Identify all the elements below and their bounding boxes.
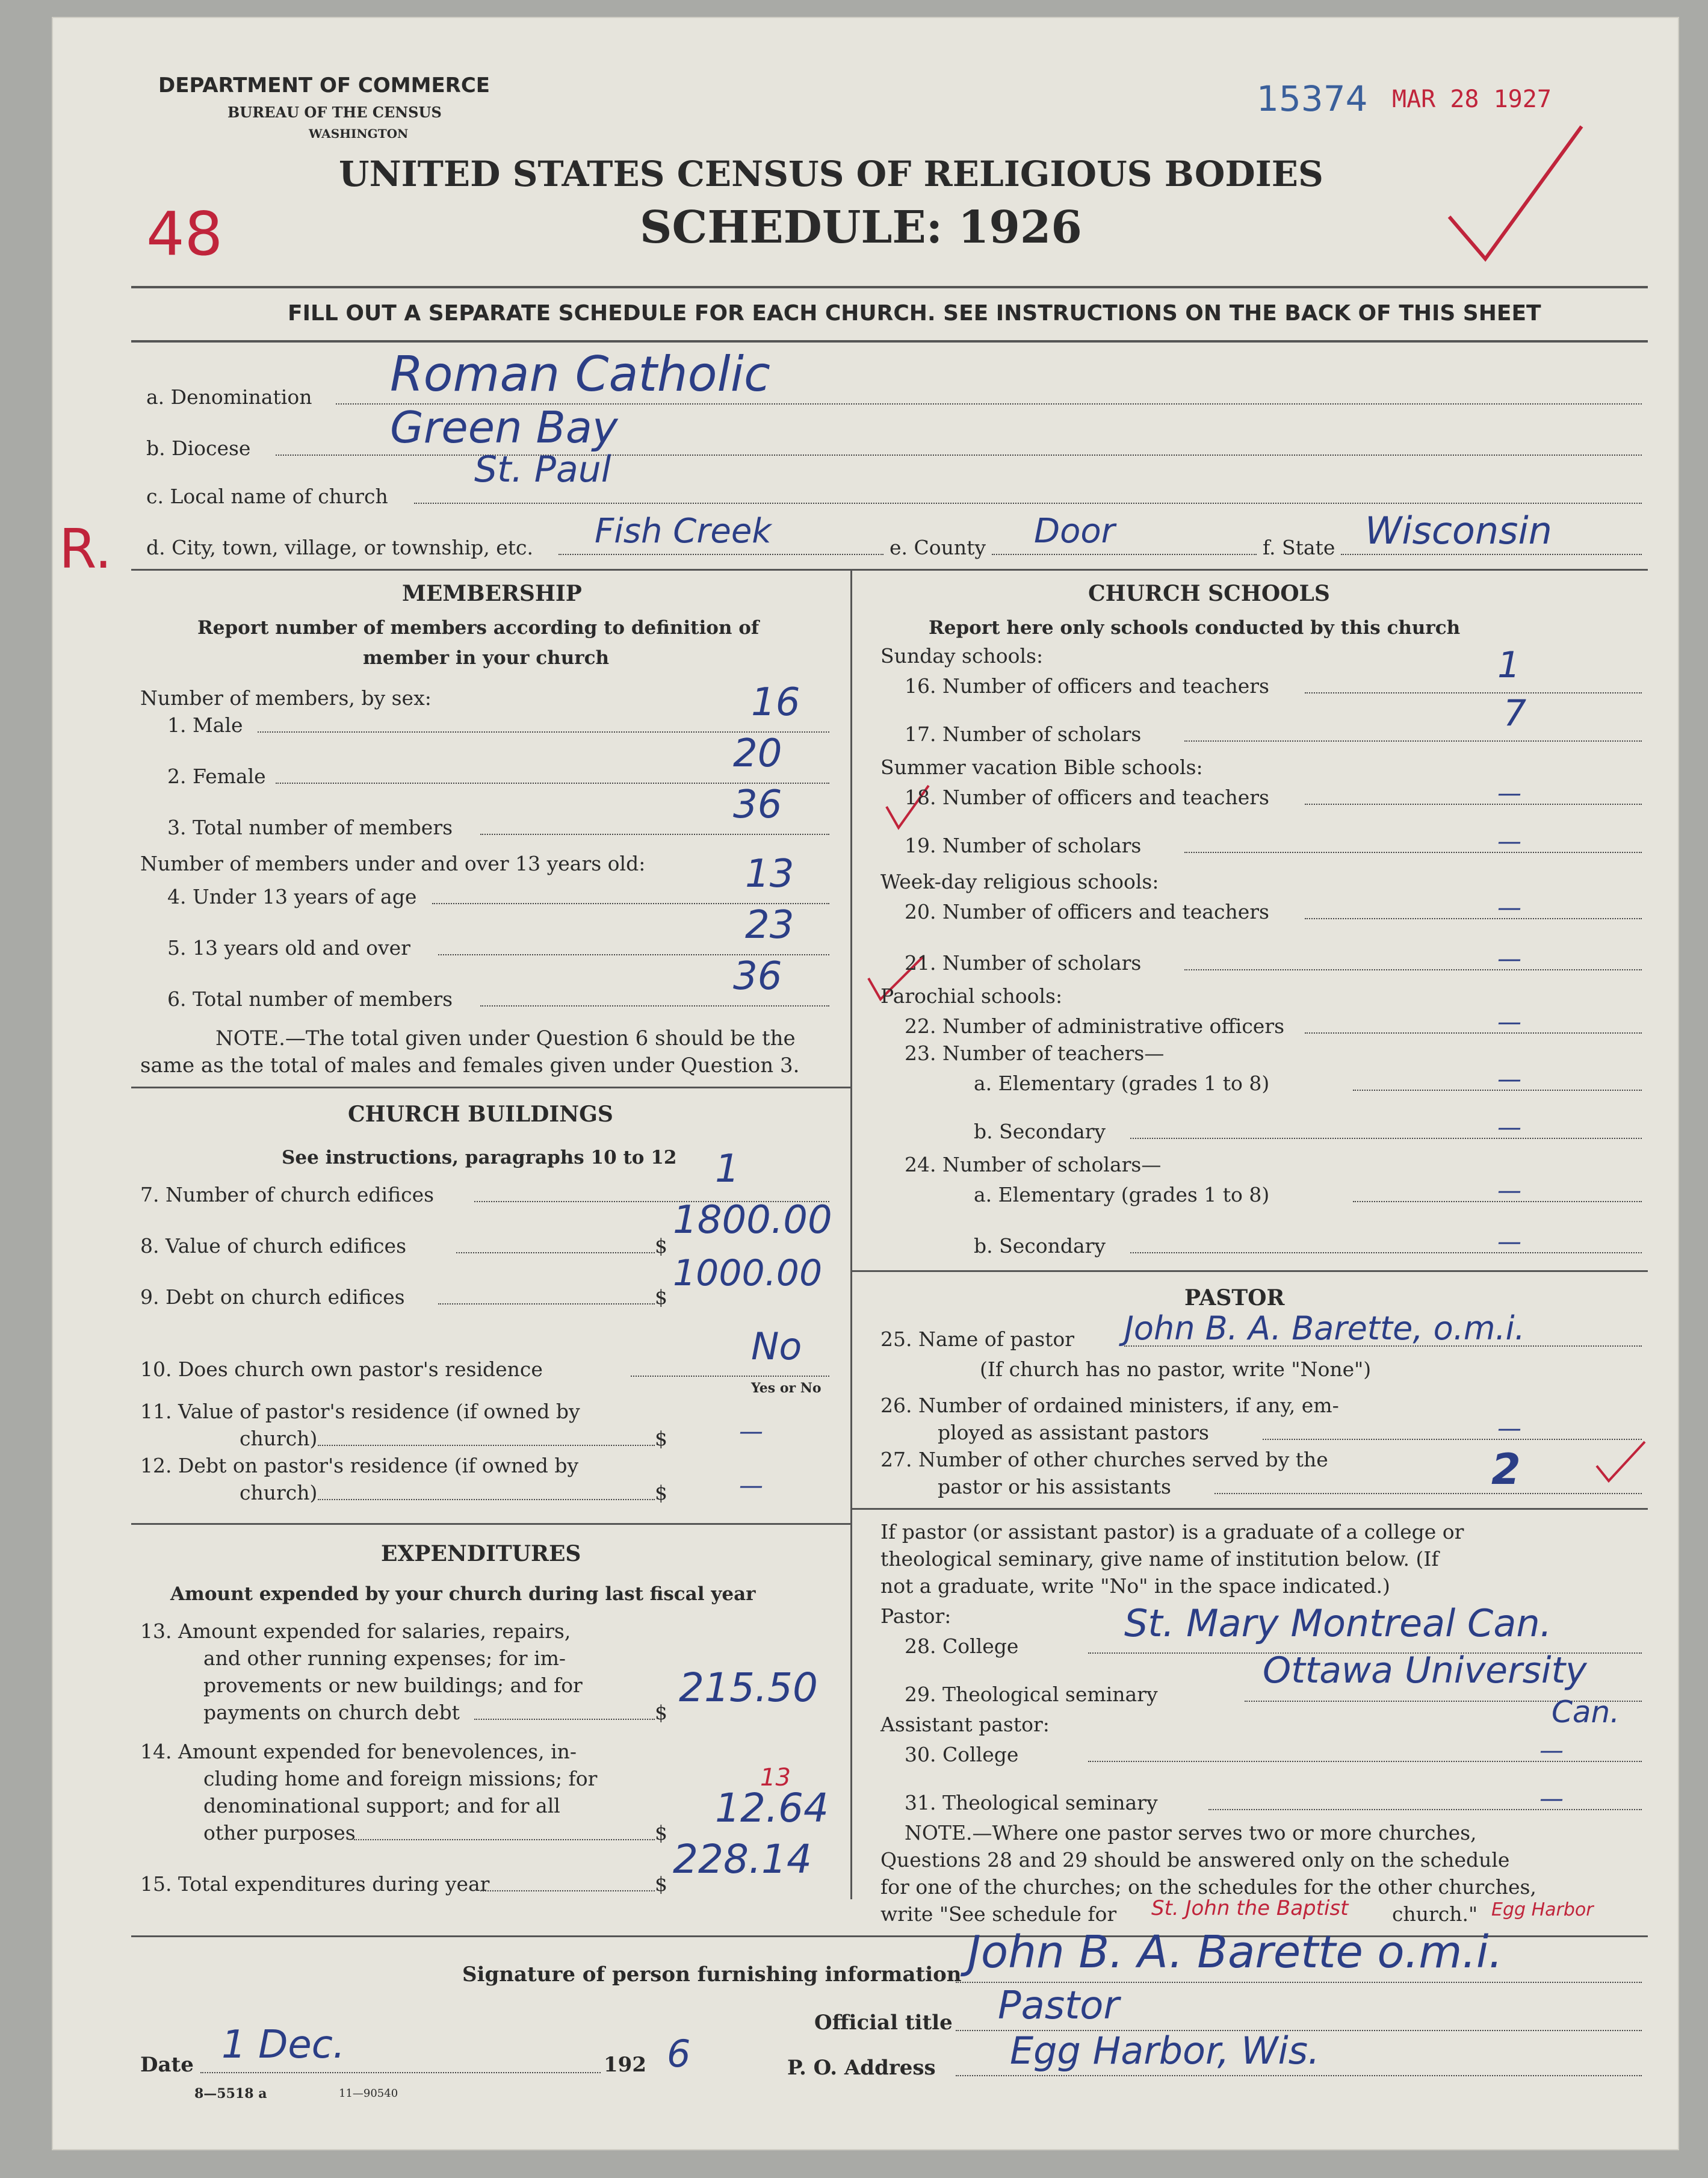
expenditures-sub: Amount expended by your church during last fiscal year — [170, 1583, 756, 1605]
pastor-note2: Questions 28 and 29 should be answered only on the schedule — [880, 1848, 1510, 1872]
q26-label-a: 26. Number of ordained ministers, if any, em- — [880, 1394, 1339, 1417]
q9-value[interactable]: 1000.00 — [673, 1252, 823, 1294]
q10-line — [631, 1376, 829, 1377]
q14-label-c: denominational support; and for all — [203, 1794, 560, 1817]
q6-value[interactable]: 36 — [733, 954, 782, 999]
q15-dollar: $ — [655, 1872, 667, 1896]
q21-value[interactable]: — — [1497, 945, 1521, 973]
column-divider — [850, 569, 852, 1899]
q6-label: 6. Total number of members — [167, 987, 453, 1011]
q20-value[interactable]: — — [1497, 894, 1521, 922]
city-line — [559, 554, 883, 555]
q27-line — [1214, 1493, 1642, 1494]
membership-heading: MEMBERSHIP — [402, 581, 582, 606]
q16-label: 16. Number of officers and teachers — [905, 674, 1269, 698]
county-label: e. County — [890, 536, 986, 559]
state-line — [1341, 554, 1642, 555]
q23b-line — [1130, 1138, 1642, 1139]
signature-value[interactable]: John B. A. Barette o.m.i. — [968, 1926, 1503, 1978]
q15-value[interactable]: 228.14 — [673, 1836, 812, 1882]
q2-value[interactable]: 20 — [733, 731, 782, 776]
q26-value[interactable]: — — [1497, 1415, 1521, 1442]
pastor-note4b: church." — [1392, 1902, 1478, 1926]
state-value[interactable]: Wisconsin — [1365, 509, 1552, 553]
q22-value[interactable]: — — [1497, 1008, 1521, 1036]
q24-label: 24. Number of scholars— — [905, 1153, 1162, 1176]
members-by-age: Number of members under and over 13 years old: — [140, 852, 646, 875]
pastor-sub-label: Pastor: — [880, 1604, 951, 1628]
q12-label-b: church) — [240, 1481, 318, 1504]
rule-buildings — [131, 1087, 850, 1088]
q16-line — [1305, 692, 1642, 693]
census-form-sheet — [53, 18, 1678, 2149]
date-line — [200, 2072, 601, 2073]
church-name-line — [414, 503, 1642, 504]
rule-expenditures — [131, 1523, 850, 1525]
q12-value[interactable]: — — [739, 1472, 763, 1500]
q13-line — [474, 1719, 655, 1720]
q11-value[interactable]: — — [739, 1418, 763, 1445]
assistant-sub-label: Assistant pastor: — [880, 1713, 1050, 1736]
q29-label: 29. Theological seminary — [905, 1683, 1158, 1706]
q11-label-a: 11. Value of pastor's residence (if owned by — [140, 1400, 580, 1423]
graduate-note3: not a graduate, write "No" in the space indicated.) — [880, 1574, 1390, 1598]
q3-value[interactable]: 36 — [733, 783, 782, 827]
q19-label: 19. Number of scholars — [905, 834, 1142, 857]
q11-line — [318, 1445, 655, 1446]
q11-dollar: $ — [655, 1427, 667, 1450]
q14-label-b: cluding home and foreign missions; for — [203, 1767, 598, 1790]
church-name-label: c. Local name of church — [146, 485, 388, 508]
q22-line — [1305, 1032, 1642, 1034]
signature-line — [956, 1982, 1642, 1983]
q25-note: (If church has no pastor, write "None") — [980, 1357, 1372, 1381]
q24b-value[interactable]: — — [1497, 1228, 1521, 1256]
q26-line — [1263, 1439, 1642, 1440]
po-address-line — [956, 2075, 1642, 2076]
q7-value[interactable]: 1 — [715, 1147, 740, 1191]
dept-name: DEPARTMENT OF COMMERCE — [158, 73, 490, 98]
date-value[interactable]: 1 Dec. — [221, 2023, 345, 2067]
q3-line — [480, 834, 829, 835]
q17-value[interactable]: 7 — [1503, 692, 1527, 734]
q5-label: 5. 13 years old and over — [167, 936, 410, 960]
q13-dollar: $ — [655, 1701, 667, 1724]
q26-label-b: ployed as assistant pastors — [938, 1421, 1209, 1444]
q25-label: 25. Name of pastor — [880, 1327, 1075, 1351]
q2-label: 2. Female — [167, 765, 266, 788]
q14-dollar: $ — [655, 1821, 667, 1844]
q31-line — [1208, 1809, 1642, 1810]
q18-line — [1305, 804, 1642, 805]
official-title-label: Official title — [814, 2011, 953, 2035]
city-value[interactable]: Fish Creek — [595, 512, 772, 551]
q23b-value[interactable]: — — [1497, 1114, 1521, 1141]
rule-pastor — [850, 1270, 1648, 1272]
q27-value[interactable]: 2 — [1491, 1445, 1521, 1494]
q24a-value[interactable]: — — [1497, 1177, 1521, 1205]
schools-sub: Report here only schools conducted by this church — [929, 617, 1461, 639]
rule-sections — [131, 569, 1648, 571]
q23b-label: b. Secondary — [974, 1120, 1106, 1143]
check-mark-icon — [1437, 114, 1594, 271]
membership-sub1: Report number of members according to definition of — [197, 617, 760, 639]
date-label: Date — [140, 2053, 194, 2077]
q18-value[interactable]: — — [1497, 780, 1521, 807]
q14-line — [354, 1839, 655, 1840]
po-address-label: P. O. Address — [787, 2056, 936, 2080]
bureau-city: WASHINGTON — [309, 126, 409, 141]
q30-value[interactable]: — — [1539, 1737, 1564, 1764]
pastor-heading: PASTOR — [1184, 1285, 1285, 1311]
pastor-note3: for one of the churches; on the schedules for the other churches, — [880, 1875, 1536, 1899]
annotation-r: R. — [59, 518, 112, 581]
q5-value[interactable]: 23 — [745, 903, 794, 948]
q31-value[interactable]: — — [1539, 1785, 1564, 1813]
q12-label-a: 12. Debt on pastor's residence (if owned by — [140, 1454, 579, 1477]
form-number: 8—5518 a — [194, 2086, 267, 2102]
q19-line — [1184, 852, 1642, 853]
pastor-note4a: write "See schedule for — [880, 1902, 1117, 1926]
q3-label: 3. Total number of members — [167, 816, 453, 839]
membership-note2: same as the total of males and females given under Question 3. — [140, 1053, 800, 1078]
church-name-value[interactable]: St. Paul — [474, 448, 611, 491]
q29-value-cont[interactable]: Can. — [1552, 1695, 1620, 1730]
denomination-value[interactable]: Roman Catholic — [390, 346, 770, 402]
q27-label-b: pastor or his assistants — [938, 1475, 1171, 1498]
diocese-value[interactable]: Green Bay — [390, 402, 618, 453]
rule-graduate — [850, 1508, 1648, 1510]
form-instruction: FILL OUT A SEPARATE SCHEDULE FOR EACH CHURCH. SEE INSTRUCTIONS ON THE BACK OF THIS SHEET — [288, 301, 1541, 326]
yes-no-hint: Yes or No — [751, 1380, 822, 1396]
denomination-label: a. Denomination — [146, 385, 312, 409]
q14-correction: 13 — [760, 1764, 791, 1792]
pastor-note1: NOTE.—Where one pastor serves two or more churches, — [905, 1821, 1477, 1844]
q11-label-b: church) — [240, 1427, 318, 1450]
q10-value[interactable]: No — [751, 1324, 802, 1368]
q18-label: 18. Number of officers and teachers — [905, 786, 1269, 809]
weekday-schools: Week-day religious schools: — [880, 870, 1159, 893]
bureau-name: BUREAU OF THE CENSUS — [227, 104, 442, 121]
q23a-value[interactable]: — — [1497, 1066, 1521, 1093]
q13-value[interactable]: 215.50 — [679, 1665, 818, 1711]
county-value[interactable]: Door — [1034, 512, 1115, 551]
q10-label: 10. Does church own pastor's residence — [140, 1357, 543, 1381]
q8-line — [456, 1252, 655, 1253]
graduate-note2: theological seminary, give name of institution below. (If — [880, 1547, 1439, 1571]
signature-label: Signature of person furnishing information — [462, 1962, 962, 1987]
q20-label: 20. Number of officers and teachers — [905, 900, 1269, 923]
q22-label: 22. Number of administrative officers — [905, 1014, 1285, 1038]
q28-value[interactable]: St. Mary Montreal Can. — [1124, 1601, 1552, 1645]
summer-schools: Summer vacation Bible schools: — [880, 755, 1203, 779]
county-line — [992, 554, 1257, 555]
schools-heading: CHURCH SCHOOLS — [1088, 581, 1330, 606]
q13-label-b: and other running expenses; for im- — [203, 1646, 566, 1670]
see-schedule-place[interactable]: Egg Harbor — [1491, 1899, 1594, 1920]
see-schedule-church[interactable]: St. John the Baptist — [1151, 1896, 1349, 1920]
q8-label: 8. Value of church edifices — [140, 1234, 407, 1258]
year-value[interactable]: 6 — [667, 2032, 691, 2076]
q4-value[interactable]: 13 — [745, 852, 794, 896]
q25-value[interactable]: John B. A. Barette, o.m.i. — [1124, 1309, 1525, 1347]
q30-label: 30. College — [905, 1743, 1019, 1766]
q19-value[interactable]: — — [1497, 828, 1521, 855]
q23a-label: a. Elementary (grades 1 to 8) — [974, 1072, 1270, 1095]
q9-dollar: $ — [655, 1285, 667, 1309]
city-label: d. City, town, village, or township, etc. — [146, 536, 534, 559]
q1-label: 1. Male — [167, 713, 243, 737]
q15-label: 15. Total expenditures during year — [140, 1872, 490, 1896]
q13-label-d: payments on church debt — [203, 1701, 460, 1724]
graduate-note1: If pastor (or assistant pastor) is a graduate of a college or — [880, 1520, 1464, 1544]
form-title: UNITED STATES CENSUS OF RELIGIOUS BODIES — [339, 154, 1323, 194]
q31-label: 31. Theological seminary — [905, 1791, 1158, 1814]
q14-label-d: other purposes — [203, 1821, 356, 1844]
buildings-sub: See instructions, paragraphs 10 to 12 — [282, 1147, 677, 1168]
print-number: 11—90540 — [339, 2087, 398, 2100]
buildings-heading: CHURCH BUILDINGS — [348, 1102, 613, 1127]
q24b-label: b. Secondary — [974, 1234, 1106, 1258]
q24b-line — [1130, 1252, 1642, 1253]
q12-line — [318, 1499, 655, 1500]
state-label: f. State — [1263, 536, 1335, 559]
po-address-value[interactable]: Egg Harbor, Wis. — [1010, 2029, 1320, 2073]
members-by-sex: Number of members, by sex: — [140, 686, 432, 710]
year-prefix: 192 — [604, 2053, 646, 2077]
q13-label-c: provements or new buildings; and for — [203, 1674, 583, 1697]
expenditures-heading: EXPENDITURES — [381, 1541, 581, 1566]
schedule-title: SCHEDULE: 1926 — [640, 202, 1082, 253]
received-stamp: MAR 28 1927 — [1392, 85, 1552, 113]
q14-value[interactable]: 12.64 — [715, 1785, 829, 1831]
q29-value[interactable]: Ottawa University — [1263, 1649, 1587, 1692]
serial-number: 15374 — [1257, 78, 1368, 119]
q15-line — [480, 1890, 655, 1891]
q27-label-a: 27. Number of other churches served by the — [880, 1448, 1328, 1471]
parochial-schools: Parochial schools: — [880, 984, 1063, 1008]
q21-line — [1184, 969, 1642, 970]
q23-label: 23. Number of teachers— — [905, 1041, 1165, 1065]
q4-label: 4. Under 13 years of age — [167, 885, 417, 908]
q24a-label: a. Elementary (grades 1 to 8) — [974, 1183, 1270, 1206]
q12-dollar: $ — [655, 1481, 667, 1504]
q9-label: 9. Debt on church edifices — [140, 1285, 405, 1309]
annotation-48: 48 — [146, 199, 223, 269]
q6-line — [480, 1005, 829, 1007]
rule-top — [131, 286, 1648, 288]
q8-value[interactable]: 1800.00 — [673, 1198, 832, 1243]
q8-dollar: $ — [655, 1234, 667, 1258]
q16-value[interactable]: 1 — [1497, 644, 1521, 686]
q20-line — [1305, 918, 1642, 919]
q14-label-a: 14. Amount expended for benevolences, in- — [140, 1740, 577, 1763]
rule-instruction — [131, 340, 1648, 343]
q17-label: 17. Number of scholars — [905, 722, 1142, 746]
membership-note1: NOTE.—The total given under Question 6 should be the — [215, 1026, 796, 1050]
q17-line — [1184, 740, 1642, 742]
sunday-schools: Sunday schools: — [880, 644, 1044, 668]
membership-sub2: member in your church — [363, 647, 610, 669]
q9-line — [438, 1303, 655, 1305]
q7-label: 7. Number of church edifices — [140, 1183, 435, 1206]
diocese-label: b. Diocese — [146, 436, 251, 460]
official-title-value[interactable]: Pastor — [998, 1984, 1119, 2028]
q28-label: 28. College — [905, 1634, 1019, 1658]
q1-value[interactable]: 16 — [751, 680, 800, 725]
q21-label: 21. Number of scholars — [905, 951, 1142, 975]
q13-label-a: 13. Amount expended for salaries, repairs, — [140, 1619, 571, 1643]
tick-q27-icon — [1594, 1439, 1648, 1487]
